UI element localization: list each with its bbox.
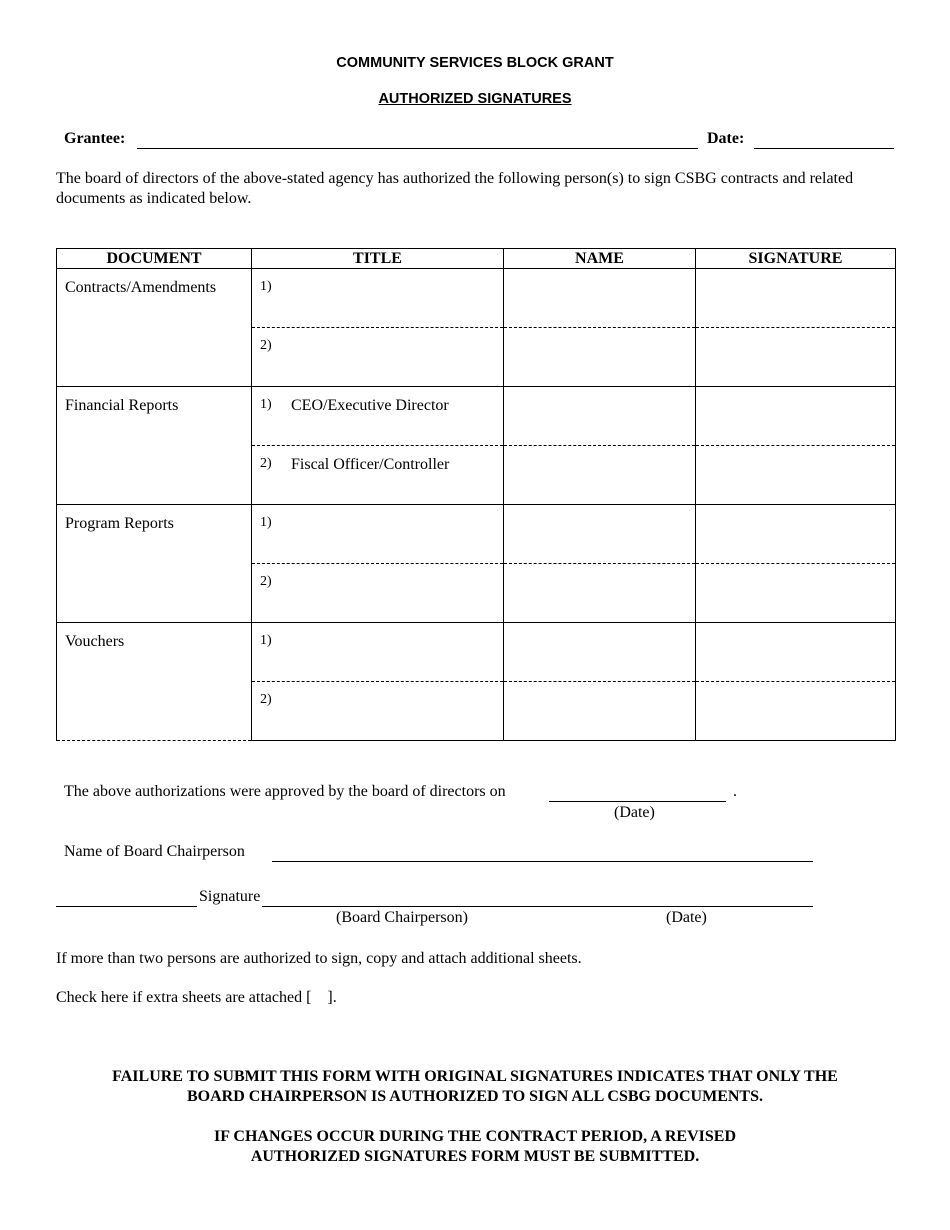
- document-cell: Vouchers: [57, 623, 252, 741]
- header-signature: SIGNATURE: [696, 249, 896, 269]
- signature-cell[interactable]: [696, 564, 896, 623]
- grantee-field[interactable]: [137, 148, 698, 149]
- row-number: 1): [260, 279, 272, 294]
- chairperson-name-label: Name of Board Chairperson: [64, 843, 245, 860]
- signature-caption: (Board Chairperson): [336, 909, 468, 926]
- grantee-label: Grantee:: [64, 130, 126, 147]
- row-number: 1): [260, 515, 272, 530]
- signature-cell[interactable]: [696, 328, 896, 387]
- signature-date-caption: (Date): [666, 909, 707, 926]
- signature-cell[interactable]: [696, 446, 896, 505]
- warning-changes-line1: IF CHANGES OCCUR DURING THE CONTRACT PERIOD, A REVISED: [213, 1128, 736, 1145]
- name-cell[interactable]: [504, 269, 696, 328]
- intro-paragraph: The board of directors of the above-stated agency has authorized the following person(s) to sign CSBG contracts and related documents as indicated below.: [56, 170, 854, 207]
- form-subtitle: [0, 91, 950, 107]
- form-title: COMMUNITY SERVICES BLOCK GRANT: [336, 55, 614, 71]
- title-value: CEO/Executive Director: [291, 397, 449, 414]
- header-title: TITLE: [252, 249, 504, 269]
- document-cell: Contracts/Amendments: [57, 269, 252, 387]
- name-cell[interactable]: [504, 682, 696, 741]
- approval-date-field[interactable]: [549, 801, 726, 802]
- row-number: 2): [260, 574, 272, 589]
- name-cell[interactable]: [504, 328, 696, 387]
- table-header-row: [57, 249, 896, 269]
- signature-cell[interactable]: [696, 623, 896, 682]
- row-number: 1): [260, 397, 272, 412]
- signature-cell[interactable]: [696, 505, 896, 564]
- title-cell[interactable]: [252, 446, 504, 505]
- document-cell: Financial Reports: [57, 387, 252, 505]
- approval-date-caption: (Date): [614, 804, 655, 821]
- name-cell[interactable]: [504, 623, 696, 682]
- table-row: [57, 505, 896, 564]
- signature-label: Signature: [199, 888, 261, 905]
- title-cell[interactable]: [252, 623, 504, 682]
- warning-failure-line1: FAILURE TO SUBMIT THIS FORM WITH ORIGINAL SIGNATURES INDICATES THAT ONLY THE: [112, 1068, 838, 1085]
- title-cell[interactable]: [252, 269, 504, 328]
- table-row: [57, 387, 896, 446]
- approval-text: The above authorizations were approved by the board of directors on: [64, 783, 506, 800]
- warning-changes: [60, 1127, 890, 1167]
- warning-changes-line2: AUTHORIZED SIGNATURES FORM MUST BE SUBMITTED.: [250, 1148, 700, 1165]
- note-extra-sheets[interactable]: Check here if extra sheets are attached [ ].: [56, 989, 337, 1006]
- name-cell[interactable]: [504, 446, 696, 505]
- title-cell[interactable]: [252, 387, 504, 446]
- signature-cell[interactable]: [696, 682, 896, 741]
- title-cell[interactable]: [252, 505, 504, 564]
- title-cell[interactable]: [252, 564, 504, 623]
- date-label: Date:: [707, 130, 745, 147]
- row-number: 2): [260, 338, 272, 353]
- subtitle-text: AUTHORIZED SIGNATURES: [378, 91, 572, 107]
- title-value: Fiscal Officer/Controller: [291, 456, 450, 473]
- authorization-table: [56, 248, 896, 741]
- warning-failure-line2: BOARD CHAIRPERSON IS AUTHORIZED TO SIGN ALL CSBG DOCUMENTS.: [187, 1088, 763, 1105]
- signature-cell[interactable]: [696, 387, 896, 446]
- row-number: 2): [260, 456, 272, 471]
- table-row: [57, 269, 896, 328]
- row-number: 2): [260, 692, 272, 707]
- row-number: 1): [260, 633, 272, 648]
- title-cell[interactable]: [252, 682, 504, 741]
- chairperson-signature-line[interactable]: [56, 906, 813, 907]
- date-field[interactable]: [754, 148, 894, 149]
- approval-period: .: [733, 783, 737, 800]
- title-cell[interactable]: [252, 328, 504, 387]
- chairperson-name-field[interactable]: [272, 861, 813, 862]
- name-cell[interactable]: [504, 505, 696, 564]
- name-cell[interactable]: [504, 387, 696, 446]
- note-more-persons: If more than two persons are authorized to sign, copy and attach additional sheets.: [56, 950, 582, 967]
- name-cell[interactable]: [504, 564, 696, 623]
- header-name: NAME: [504, 249, 696, 269]
- header-document: DOCUMENT: [57, 249, 252, 269]
- document-cell: Program Reports: [57, 505, 252, 623]
- warning-failure: [60, 1067, 890, 1107]
- signature-cell[interactable]: [696, 269, 896, 328]
- table-row: [57, 623, 896, 682]
